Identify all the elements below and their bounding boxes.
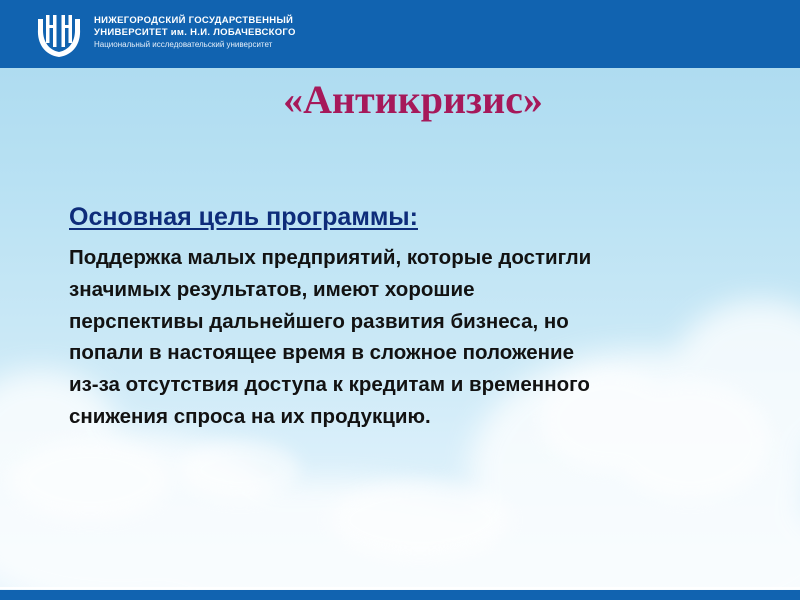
- organization-name: [94, 15, 296, 50]
- goal-text: [69, 242, 709, 433]
- org-line-2: УНИВЕРСИТЕТ им. Н.И. ЛОБАЧЕВСКОГО: [94, 27, 296, 38]
- goal-line: снижения спроса на их продукцию.: [69, 404, 431, 428]
- goal-line: из-за отсутствия доступа к кредитам и временного: [69, 373, 590, 397]
- header-bar: [0, 0, 800, 68]
- org-line-3: Национальный исследовательский университет: [94, 40, 273, 49]
- footer-divider: [0, 587, 800, 589]
- goal-heading: Основная цель программы:: [69, 203, 418, 231]
- goal-line: значимых результатов, имеют хорошие: [69, 277, 475, 301]
- footer-bar: [0, 590, 800, 600]
- goal-line: перспективы дальнейшего развития бизнеса, но: [69, 309, 569, 333]
- goal-line: Поддержка малых предприятий, которые достигли: [69, 246, 592, 269]
- slide-title: «Антикризис»: [283, 77, 543, 122]
- org-line-1: НИЖЕГОРОДСКИЙ ГОСУДАРСТВЕННЫЙ: [94, 15, 294, 26]
- goal-line: попали в настоящее время в сложное положение: [69, 341, 575, 365]
- university-logo-icon: [34, 11, 84, 59]
